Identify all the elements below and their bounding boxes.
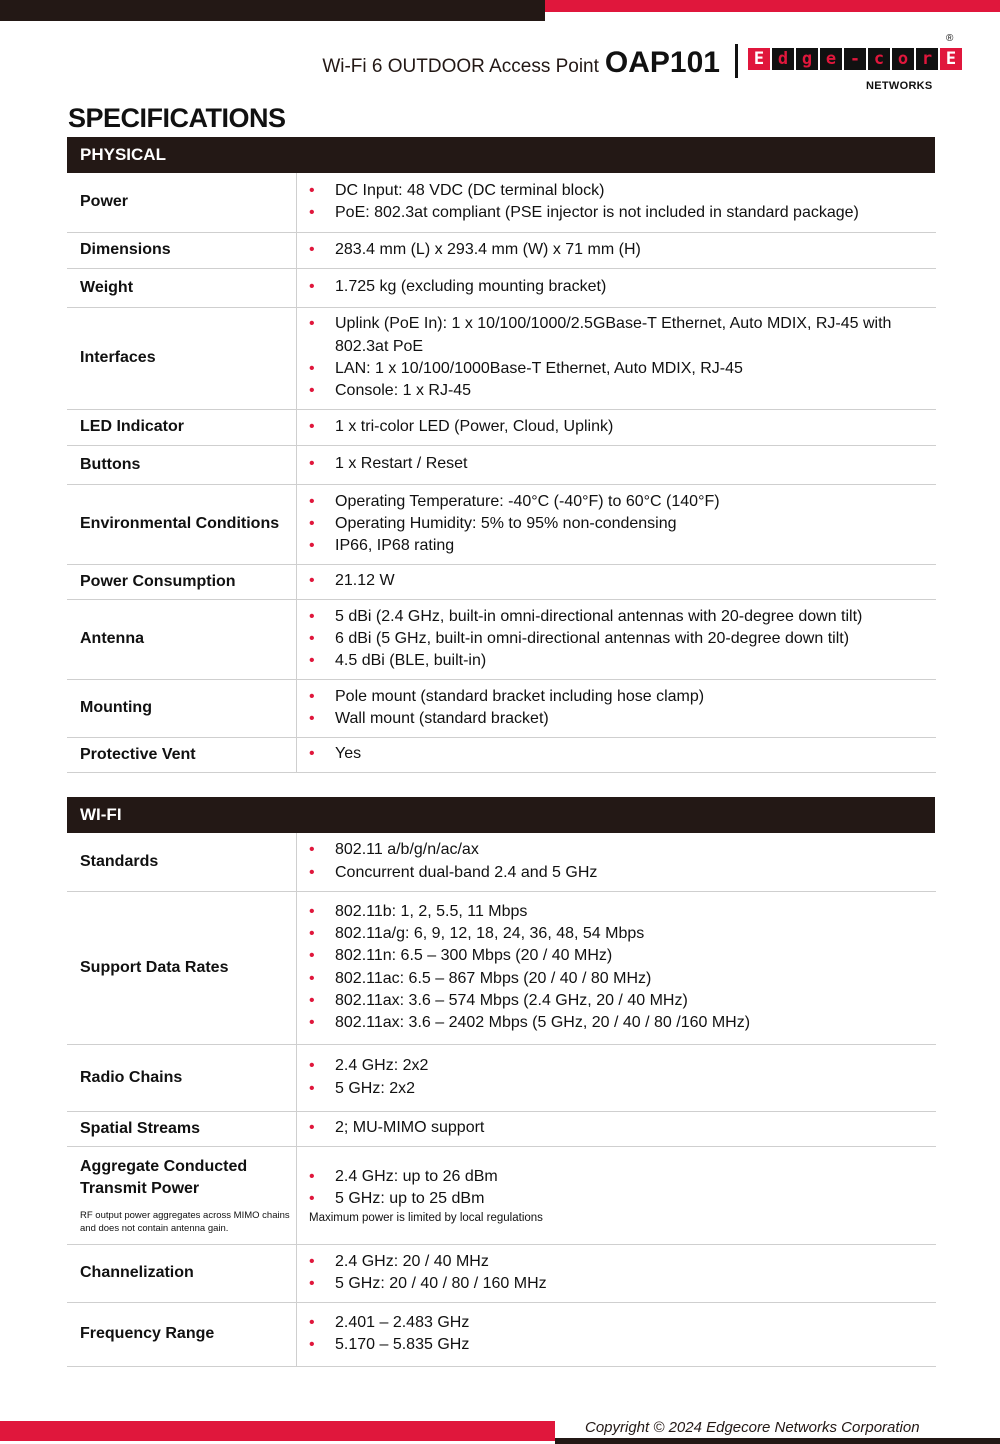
spec-values-cell: [297, 232, 937, 268]
spec-row: [67, 679, 936, 737]
spec-value-item: • 5.170 – 5.835 GHz: [309, 1334, 936, 1356]
spec-value-list: [309, 1117, 936, 1139]
spec-value-item: • 802.11ax: 3.6 – 574 Mbps (2.4 GHz, 20 / 40 MHz): [309, 990, 936, 1012]
spec-row: [67, 1044, 936, 1111]
spec-value-item: • Yes: [309, 743, 936, 765]
spec-value-item: • 5 GHz: up to 25 dBm: [309, 1188, 936, 1210]
spec-values-cell: [297, 599, 937, 679]
spec-value-item: • 1 x Restart / Reset: [309, 453, 936, 475]
spec-label-cell: [67, 1111, 297, 1146]
spec-label: Antenna: [80, 630, 144, 647]
logo-letter: E: [940, 48, 962, 70]
spec-label: Spatial Streams: [80, 1119, 201, 1137]
spec-label-cell: [67, 737, 297, 772]
spec-value-item: • 5 GHz: 2x2: [309, 1078, 936, 1100]
spec-label: Power Consumption: [80, 572, 236, 590]
spec-value-item: • Operating Humidity: 5% to 95% non-condensing: [309, 513, 936, 535]
spec-value-item: • Pole mount (standard bracket including hose clamp): [309, 686, 936, 708]
logo-letter: E: [748, 48, 770, 70]
spec-value-list: [309, 606, 936, 673]
spec-label: Frequency Range: [80, 1325, 215, 1342]
spec-value-list: [309, 839, 936, 884]
spec-label-cell: [67, 564, 297, 599]
spec-value-item: • Console: 1 x RJ-45: [309, 380, 936, 402]
spec-label: Channelization: [80, 1264, 194, 1281]
spec-value-item: • 802.11b: 1, 2, 5.5, 11 Mbps: [309, 901, 936, 923]
spec-values-cell: [297, 833, 937, 891]
spec-value-item: • 802.11 a/b/g/n/ac/ax: [309, 839, 936, 861]
spec-value-item: • 5 GHz: 20 / 40 / 80 / 160 MHz: [309, 1273, 936, 1295]
product-description: Wi-Fi 6 OUTDOOR Access Point: [322, 56, 599, 77]
spec-row: [67, 232, 936, 268]
spec-value-item: • 1.725 kg (excluding mounting bracket): [309, 276, 936, 298]
spec-value-item: • 6 dBi (5 GHz, built-in omni-directional antennas with 20-degree down tilt): [309, 628, 936, 650]
logo-letter: d: [772, 48, 794, 70]
spec-value-list: [309, 1166, 936, 1211]
spec-label: Environmental Conditions: [80, 515, 280, 532]
brand-subtitle: NETWORKS: [866, 80, 933, 92]
product-header: [322, 46, 720, 80]
logo-letter: e: [820, 48, 842, 70]
product-model: OAP101: [604, 46, 720, 79]
brand-logo: [748, 48, 964, 70]
spec-value-item: • 2.4 GHz: up to 26 dBm: [309, 1166, 936, 1188]
section-header-wifi: WI-FI: [67, 797, 935, 833]
spec-label: Power: [80, 193, 129, 211]
spec-row: [67, 1244, 936, 1302]
spec-values-cell: [297, 737, 937, 772]
spec-value-list: [309, 239, 936, 261]
spec-value-item: • 802.11a/g: 6, 9, 12, 18, 24, 36, 48, 54 Mbps: [309, 923, 936, 945]
spec-value-item: • 2; MU-MIMO support: [309, 1117, 936, 1139]
spec-value-item: • 283.4 mm (L) x 293.4 mm (W) x 71 mm (H): [309, 239, 936, 261]
spec-label-cell: [67, 484, 297, 564]
footer-bar-dark: [555, 1438, 1000, 1444]
spec-values-cell: [297, 1146, 937, 1244]
spec-value-list: [309, 416, 936, 438]
spec-value-list: [309, 743, 936, 765]
header-divider: [735, 44, 738, 78]
spec-value-list: [309, 491, 936, 558]
spec-values-cell: [297, 484, 937, 564]
spec-value-item: • 802.11ac: 6.5 – 867 Mbps (20 / 40 / 80 MHz): [309, 968, 936, 990]
spec-value-list: [309, 901, 936, 1035]
spec-label-cell: [67, 833, 297, 891]
spec-value-item: • 802.11n: 6.5 – 300 Mbps (20 / 40 MHz): [309, 945, 936, 967]
spec-value-item: • PoE: 802.3at compliant (PSE injector is not included in standard package): [309, 202, 936, 224]
footer-bar-red: [0, 1421, 555, 1441]
spec-label: Protective Vent: [80, 745, 196, 763]
spec-value-item: • 2.401 – 2.483 GHz: [309, 1312, 936, 1334]
spec-row: [67, 599, 936, 679]
logo-letter: o: [892, 48, 914, 70]
spec-row: [67, 1146, 936, 1244]
spec-label-note: RF output power aggregates across MIMO chains and does not contain antenna gain.: [80, 1209, 290, 1234]
spec-values-cell: [297, 1111, 937, 1146]
spec-value-list: [309, 453, 936, 475]
spec-label: Buttons: [80, 455, 141, 473]
spec-label-cell: [67, 445, 297, 484]
spec-row: [67, 484, 936, 564]
wifi-spec-table: [67, 833, 936, 1367]
spec-label: Interfaces: [80, 349, 156, 366]
spec-value-item: • DC Input: 48 VDC (DC terminal block): [309, 180, 936, 202]
spec-value-item: • 21.12 W: [309, 570, 936, 592]
copyright-text: Copyright © 2024 Edgecore Networks Corporation: [585, 1419, 920, 1436]
spec-value-item: • 2.4 GHz: 20 / 40 MHz: [309, 1251, 936, 1273]
spec-label: Support Data Rates: [80, 958, 229, 976]
spec-label-cell: [67, 268, 297, 307]
spec-value-list: [309, 313, 936, 402]
spec-row: [67, 409, 936, 445]
spec-values-cell: [297, 564, 937, 599]
top-bar-dark: [0, 0, 545, 21]
spec-label: Weight: [80, 278, 134, 296]
spec-value-list: [309, 1055, 936, 1100]
physical-spec-table: [67, 173, 936, 773]
spec-label-cell: [67, 599, 297, 679]
spec-value-item: • 2.4 GHz: 2x2: [309, 1055, 936, 1077]
spec-label: Dimensions: [80, 241, 171, 258]
spec-row: [67, 833, 936, 891]
registered-mark: ®: [946, 33, 954, 44]
spec-value-item: • 802.11ax: 3.6 – 2402 Mbps (5 GHz, 20 / 40 / 80 /160 MHz): [309, 1012, 936, 1034]
spec-label: LED Indicator: [80, 418, 185, 435]
spec-label-cell: [67, 232, 297, 268]
spec-row: [67, 445, 936, 484]
spec-value-item: • IP66, IP68 rating: [309, 535, 936, 557]
spec-row: [67, 1111, 936, 1146]
spec-values-cell: [297, 268, 937, 307]
spec-value-list: [309, 180, 936, 225]
spec-values-cell: [297, 1244, 937, 1302]
spec-row: [67, 737, 936, 772]
spec-label-cell: [67, 1302, 297, 1366]
spec-label-cell: [67, 891, 297, 1044]
page-title: SPECIFICATIONS: [68, 103, 286, 133]
spec-row: [67, 307, 936, 409]
spec-label-cell: [67, 409, 297, 445]
spec-values-cell: [297, 1302, 937, 1366]
spec-label: Aggregate Conducted Transmit Power: [80, 1157, 248, 1197]
spec-label-cell: [67, 679, 297, 737]
spec-values-cell: [297, 409, 937, 445]
spec-value-item: • Operating Temperature: -40°C (-40°F) to 60°C (140°F): [309, 491, 936, 513]
spec-values-cell: [297, 1044, 937, 1111]
spec-value-list: [309, 570, 936, 592]
spec-value-list: [309, 1251, 936, 1296]
logo-letter: c: [868, 48, 890, 70]
spec-row: [67, 268, 936, 307]
spec-value-item: • 1 x tri-color LED (Power, Cloud, Uplink): [309, 416, 936, 438]
spec-value-item: • 5 dBi (2.4 GHz, built-in omni-directional antennas with 20-degree down tilt): [309, 606, 936, 628]
logo-letter: r: [916, 48, 938, 70]
spec-value-item: • Concurrent dual-band 2.4 and 5 GHz: [309, 862, 936, 884]
spec-label-cell: [67, 1244, 297, 1302]
spec-row: [67, 1302, 936, 1366]
logo-letter: g: [796, 48, 818, 70]
spec-value-item: • Wall mount (standard bracket): [309, 708, 936, 730]
spec-value-item: • Uplink (PoE In): 1 x 10/100/1000/2.5GBase-T Ethernet, Auto MDIX, RJ-45 with 802.3at PoE: [309, 313, 936, 358]
spec-label: Standards: [80, 852, 159, 870]
spec-value-list: [309, 276, 936, 298]
spec-value-item: • LAN: 1 x 10/100/1000Base-T Ethernet, Auto MDIX, RJ-45: [309, 358, 936, 380]
top-bar-red: [545, 0, 1000, 12]
spec-row: [67, 173, 936, 232]
spec-row: [67, 564, 936, 599]
spec-row: [67, 891, 936, 1044]
section-header-physical: PHYSICAL: [67, 137, 935, 173]
logo-letter: -: [844, 48, 866, 70]
spec-label: Radio Chains: [80, 1068, 183, 1086]
spec-label-cell: [67, 1044, 297, 1111]
spec-label-cell: [67, 173, 297, 232]
spec-value-note: Maximum power is limited by local regulations: [309, 1212, 543, 1225]
spec-label: Mounting: [80, 699, 152, 716]
spec-values-cell: [297, 173, 937, 232]
spec-value-list: [309, 1312, 936, 1357]
spec-values-cell: [297, 445, 937, 484]
spec-value-list: [309, 686, 936, 731]
spec-values-cell: [297, 891, 937, 1044]
spec-label-cell: [67, 1146, 297, 1244]
spec-values-cell: [297, 307, 937, 409]
spec-values-cell: [297, 679, 937, 737]
spec-value-item: • 4.5 dBi (BLE, built-in): [309, 650, 936, 672]
spec-label-cell: [67, 307, 297, 409]
